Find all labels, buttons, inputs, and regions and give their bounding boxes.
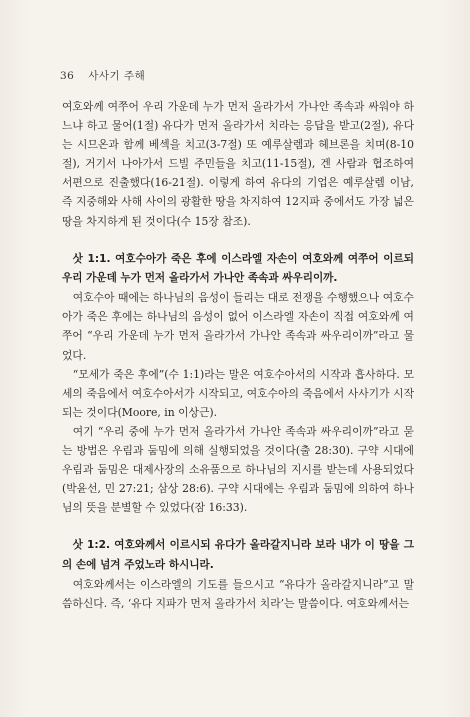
page-number: 36 xyxy=(60,70,75,82)
paragraph-intro: 여호와께 여쭈어 우리 가운데 누가 먼저 올라가서 가나안 족속과 싸워야 하느냐 하고 물어(1절) 유다가 먼저 올라가서 치라는 응답을 받고(2절), 유다는 시므온과 함께 베섹을 치고(3-7절) 또 예루살렘과 헤브론을 치며(8-10절), 거기서 나아가서 드빌 주민들을 치고(11-15절), 겐 사람과 협조하여 서편으로 진출했다(16-21절). 이렇게 하여 유다의 기업은 예루살렘 이남, 즉 지중해와 사해 사이의 광활한 땅을 차지하여 12지파 중에서도 가장 넓은 땅을 차지하게 된 것이다(수 15장 참조). xyxy=(62,100,414,228)
paragraph-commentary-4: 여호와께서는 이스라엘의 기도를 들으시고 “유다가 올라갈지니라”고 말씀하신다. 즉, ‘유다 지파가 먼저 올라가서 치라’는 말씀이다. 여호와께서는 xyxy=(62,577,414,611)
verse-heading-1-1: 삿 1:1. 여호수아가 죽은 후에 이스라엘 자손이 여호와께 여쭈어 이르되 우리 가운데 누가 먼저 올라가서 가나안 족속과 싸우리이까. xyxy=(62,252,414,284)
book-title: 사사기 주해 xyxy=(88,70,146,82)
paragraph-commentary-2: “모세가 죽은 후에”(수 1:1)라는 말은 여호수아서의 시작과 흡사하다. 모세의 죽음에서 여호수아서가 시작되고, 여호수아의 죽음에서 사사기가 시작되는 것이다(Moore, in 이상근). xyxy=(62,367,414,419)
verse-heading-1-2: 삿 1:2. 여호와께서 이르시되 유다가 올라갈지니라 보라 내가 이 땅을 그의 손에 넘겨 주었노라 하시니라. xyxy=(62,539,414,571)
paragraph-commentary-1: 여호수아 때에는 하나님의 음성이 들리는 대로 전쟁을 수행했으나 여호수아가 죽은 후에는 하나님의 음성이 없어 이스라엘 자손이 직접 여호와께 여쭈어 “우리 가운데 누가 먼저 올라가서 가나안 족속과 싸우리이까”라고 물었다. xyxy=(62,291,414,362)
paragraph-commentary-3: 여기 “우리 중에 누가 먼저 올라가서 가나안 족속과 싸우리이까”라고 묻는 방법은 우림과 둠밈에 의해 실행되었을 것이다(출 28:30). 구약 시대에 우림과 둠밈은 대제사장의 소유품으로 하나님의 지시를 받는데 사용되었다(박윤선, 민 27:21; 삼상 28:6). 구약 시대에는 우림과 둠밈에 의하여 하나님의 뜻을 분별할 수 있었다(잠 16:33). xyxy=(62,424,414,515)
body-text xyxy=(62,97,414,613)
running-head xyxy=(60,68,145,83)
